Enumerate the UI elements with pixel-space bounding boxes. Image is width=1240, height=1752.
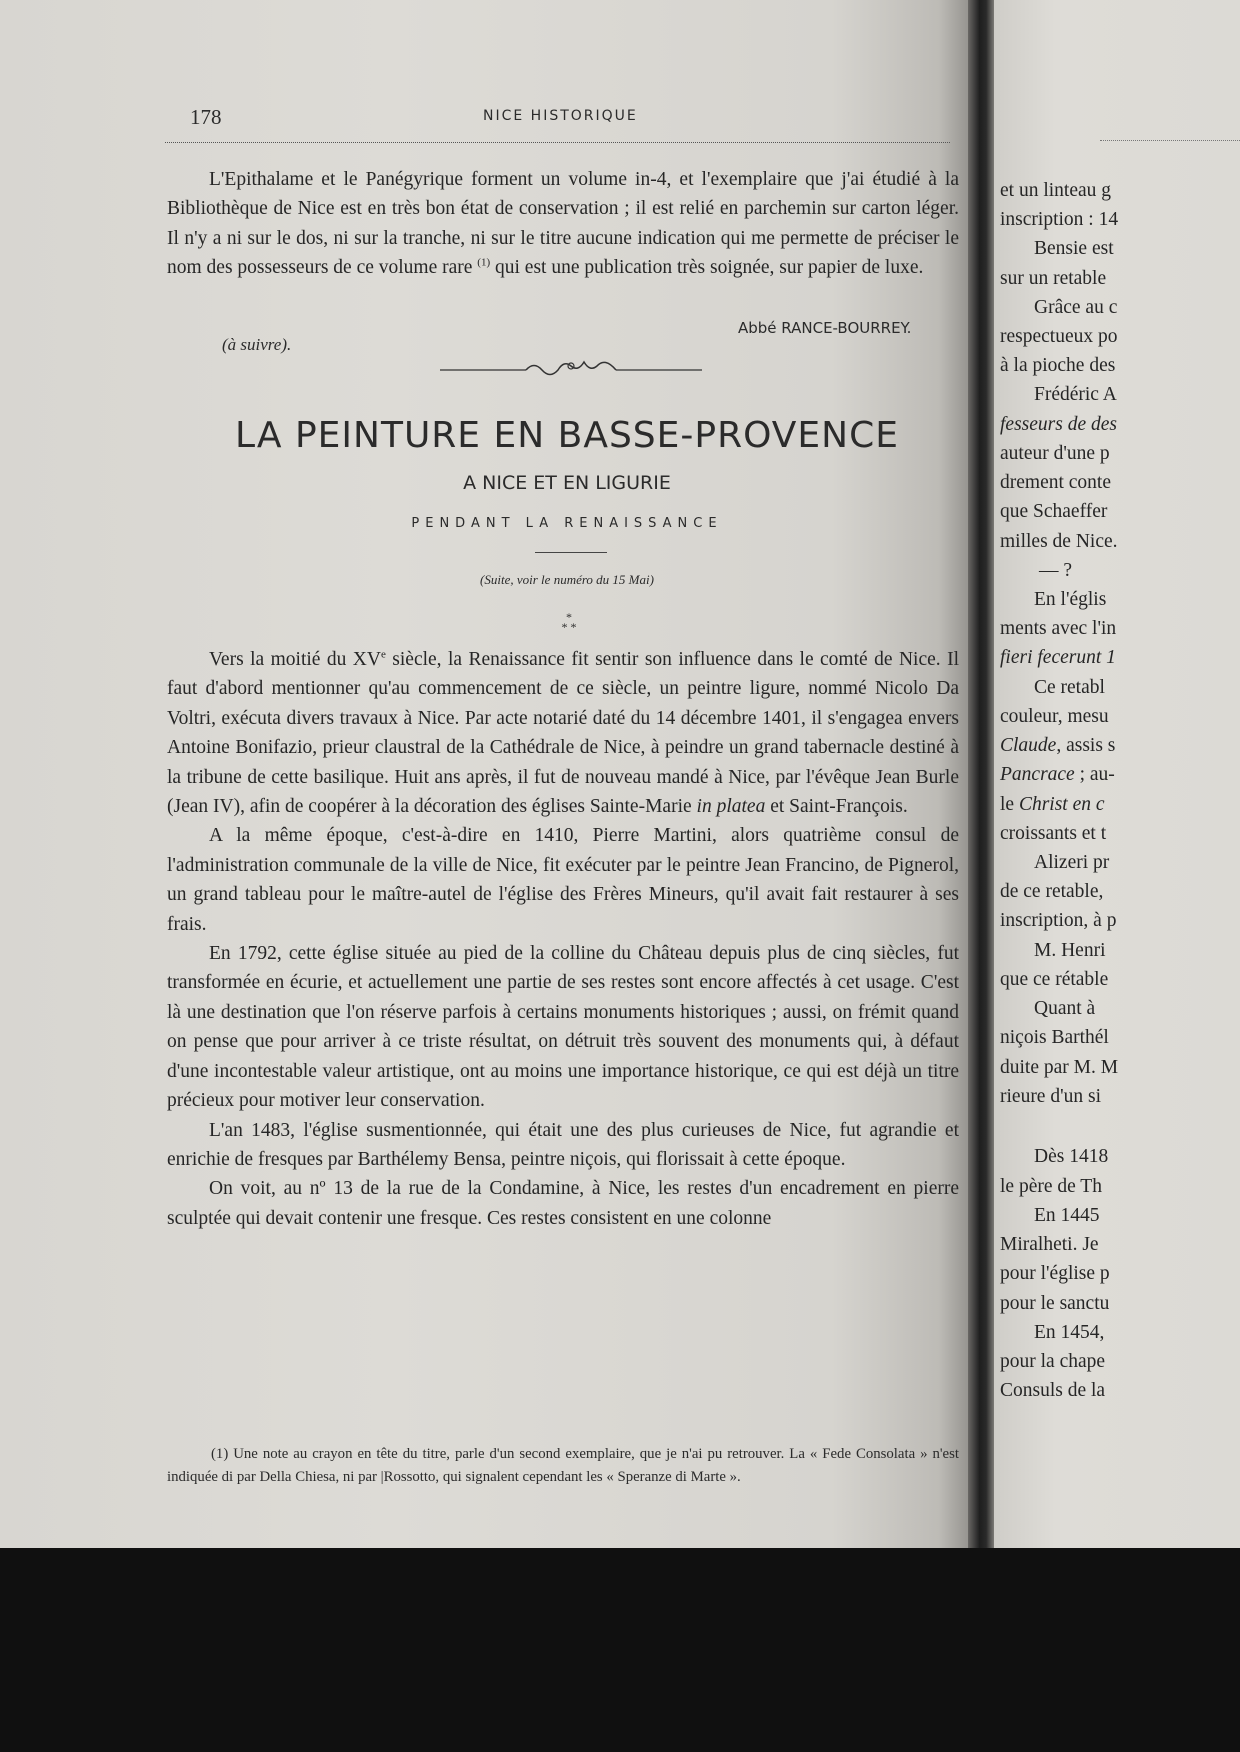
asterism: * * * (561, 610, 577, 634)
page-number: 178 (190, 105, 222, 129)
paragraph-4: L'an 1483, l'église susmentionnée, qui était une des plus curieuses de Nice, fut agrandie et enrichie de fresques par Barthélemy Bensa, peintre niçois, qui florissait à cette époque. (167, 1119, 959, 1170)
right-page-line: respectueux po (1000, 326, 1118, 347)
right-page-line: le père de Th (1000, 1176, 1102, 1197)
right-page-line: le Christ en c (1000, 794, 1105, 815)
right-page-line: drement conte (1000, 472, 1111, 493)
header-rule (165, 142, 950, 143)
paragraph-1: Vers la moitié du XVe siècle, la Renaissance fit sentir son influence dans le comté de Nice. Il faut d'abord mentionner qu'au commencement de ce siècle, un peintre ligure, nommé Nicolo Da Voltri, exécuta divers travaux à Nice. Par acte notarié daté du 14 décembre 1401, il s'engagea envers Antoine Bonifazio, prieur claustral de la Cathédrale de Nice, à peindre un grand tabernacle destiné à la tribune de cette basilique. Huit ans après, il fut de nouveau mandé à Nice, par l'évêque Jean Burle (Jean IV), afin de coopérer à la décoration des églises Sainte-Marie in platea et Saint-François. (167, 648, 959, 818)
right-page-line: Miralheti. Je (1000, 1234, 1099, 1255)
right-page-line: En 1445 (1034, 1205, 1100, 1226)
right-page-line: que Schaeffer (1000, 501, 1108, 522)
right-page (994, 0, 1240, 1548)
right-page-line: Bensie est (1034, 238, 1114, 259)
right-page-line: Frédéric A (1034, 384, 1117, 405)
footnote-ref: (1) (477, 256, 491, 269)
right-page-line: fesseurs de des (1000, 414, 1117, 435)
right-page-line: pour la chape (1000, 1351, 1106, 1372)
right-page-line: et un linteau g (1000, 180, 1112, 201)
right-page-line: Dès 1418 (1034, 1146, 1109, 1167)
right-page-line: — ? (1039, 560, 1073, 581)
right-page-line: pour le sanctu (1000, 1293, 1110, 1314)
right-page-line: rieure d'un si (1000, 1086, 1101, 1107)
right-page-line: pour l'église p (1000, 1263, 1110, 1284)
to-be-continued: (à suivre). (222, 335, 292, 354)
author-signature: Abbé RANCE-BOURREY. (738, 319, 912, 337)
intro-paragraph: L'Epithalame et le Panégyrique forment un volume in-4, et l'exemplaire que j'ai étudié à la Bibliothèque de Nice est en très bon état de conservation ; il est relié en parchemin sur carton léger. Il n'y a ni sur le dos, ni sur la tranche, ni sur le titre aucune indication qui me permette de préciser le nom des possesseurs de ce volume rare $^{(1)}$ qui est une publication très soignée, sur papier de luxe. (167, 169, 959, 279)
scan-margin (0, 1548, 1240, 1752)
right-page-text (994, 0, 1240, 1548)
book-gutter (968, 0, 994, 1548)
right-page-line: de ce retable, (1000, 881, 1104, 902)
footnote: (1) Une note au crayon en tête du titre, parle d'un second exemplaire, que je n'ai pu retrouver. La « Fede Consolata » n'est indiquée di par Della Chiesa, ni par |Rossotto, qui signalent cependant les « Speranze di Marte ». (167, 1446, 959, 1485)
right-page-line: auteur d'une p (1000, 443, 1110, 464)
right-page-line: que ce rétable (1000, 969, 1109, 990)
article-body (167, 645, 959, 1233)
article-subtitle: A NICE ET EN LIGURIE (463, 472, 671, 494)
right-page-line: Grâce au c (1034, 297, 1118, 318)
right-page-line: duite par M. M (1000, 1057, 1119, 1078)
right-page-line: Consuls de la (1000, 1380, 1106, 1401)
right-page-line: à la pioche des (1000, 355, 1116, 376)
journal-title: NICE HISTORIQUE (483, 108, 638, 124)
right-page-line: Pancrace ; au- (1000, 764, 1115, 785)
paragraph-2: A la même époque, c'est-à-dire en 1410, Pierre Martini, alors quatrième consul de l'administration communale de la ville de Nice, fit exécuter par le peintre Jean Francino, de Pignerol, un grand tableau pour le maître-autel de l'église des Frères Mineurs, qu'il avait fait restaurer à ses frais. (167, 825, 959, 935)
right-page-line: niçois Barthél (1000, 1027, 1109, 1048)
continued-note: (Suite, voir le numéro du 15 Mai) (480, 572, 654, 587)
right-page-line: Quant à (1034, 998, 1096, 1019)
right-page-line: M. Henri (1034, 940, 1106, 961)
article-title: LA PEINTURE EN BASSE-PROVENCE (235, 415, 899, 456)
article-period: PENDANT LA RENAISSANCE (411, 516, 723, 531)
short-rule (535, 552, 607, 553)
right-page-line: sur un retable (1000, 268, 1107, 289)
right-page-line: Ce retabl (1034, 677, 1105, 698)
right-page-line: Claude, assis s (1000, 735, 1116, 756)
right-page-line: couleur, mesu (1000, 706, 1109, 727)
right-page-line: Alizeri pr (1034, 852, 1110, 873)
right-page-line: inscription, à p (1000, 910, 1117, 931)
running-head (165, 105, 955, 131)
right-page-line: ments avec l'in (1000, 618, 1117, 639)
right-page-line: inscription : 14 (1000, 209, 1119, 230)
right-page-line: En 1454, (1034, 1322, 1105, 1343)
ornamental-divider (440, 358, 702, 378)
intro-text (167, 165, 959, 283)
right-page-line: milles de Nice. (1000, 531, 1118, 552)
right-page-line: En l'églis (1034, 589, 1107, 610)
paragraph-5: On voit, au nº 13 de la rue de la Condamine, à Nice, les restes d'un encadrement en pierre sculptée qui devait contenir une fresque. Ces restes consistent en une colonne (167, 1178, 959, 1229)
right-page-line: fieri fecerunt 1 (1000, 647, 1116, 668)
right-page-line: croissants et t (1000, 823, 1107, 844)
paragraph-3: En 1792, cette église située au pied de la colline du Château depuis plus de cinq siècles, fut transformée en écurie, et actuellement une partie de ses restes sont encore affectés à cet usage. C'est là une destination que l'on réserve parfois à certains monuments historiques ; aussi, on frémit quand on pense que pour arriver à ce triste résultat, on détruit très souvent des monuments qui, à défaut d'une incontestable valeur artistique, ont au moins une importance historique, ce qui est déjà un titre précieux pour motiver leur conservation. (167, 943, 959, 1112)
